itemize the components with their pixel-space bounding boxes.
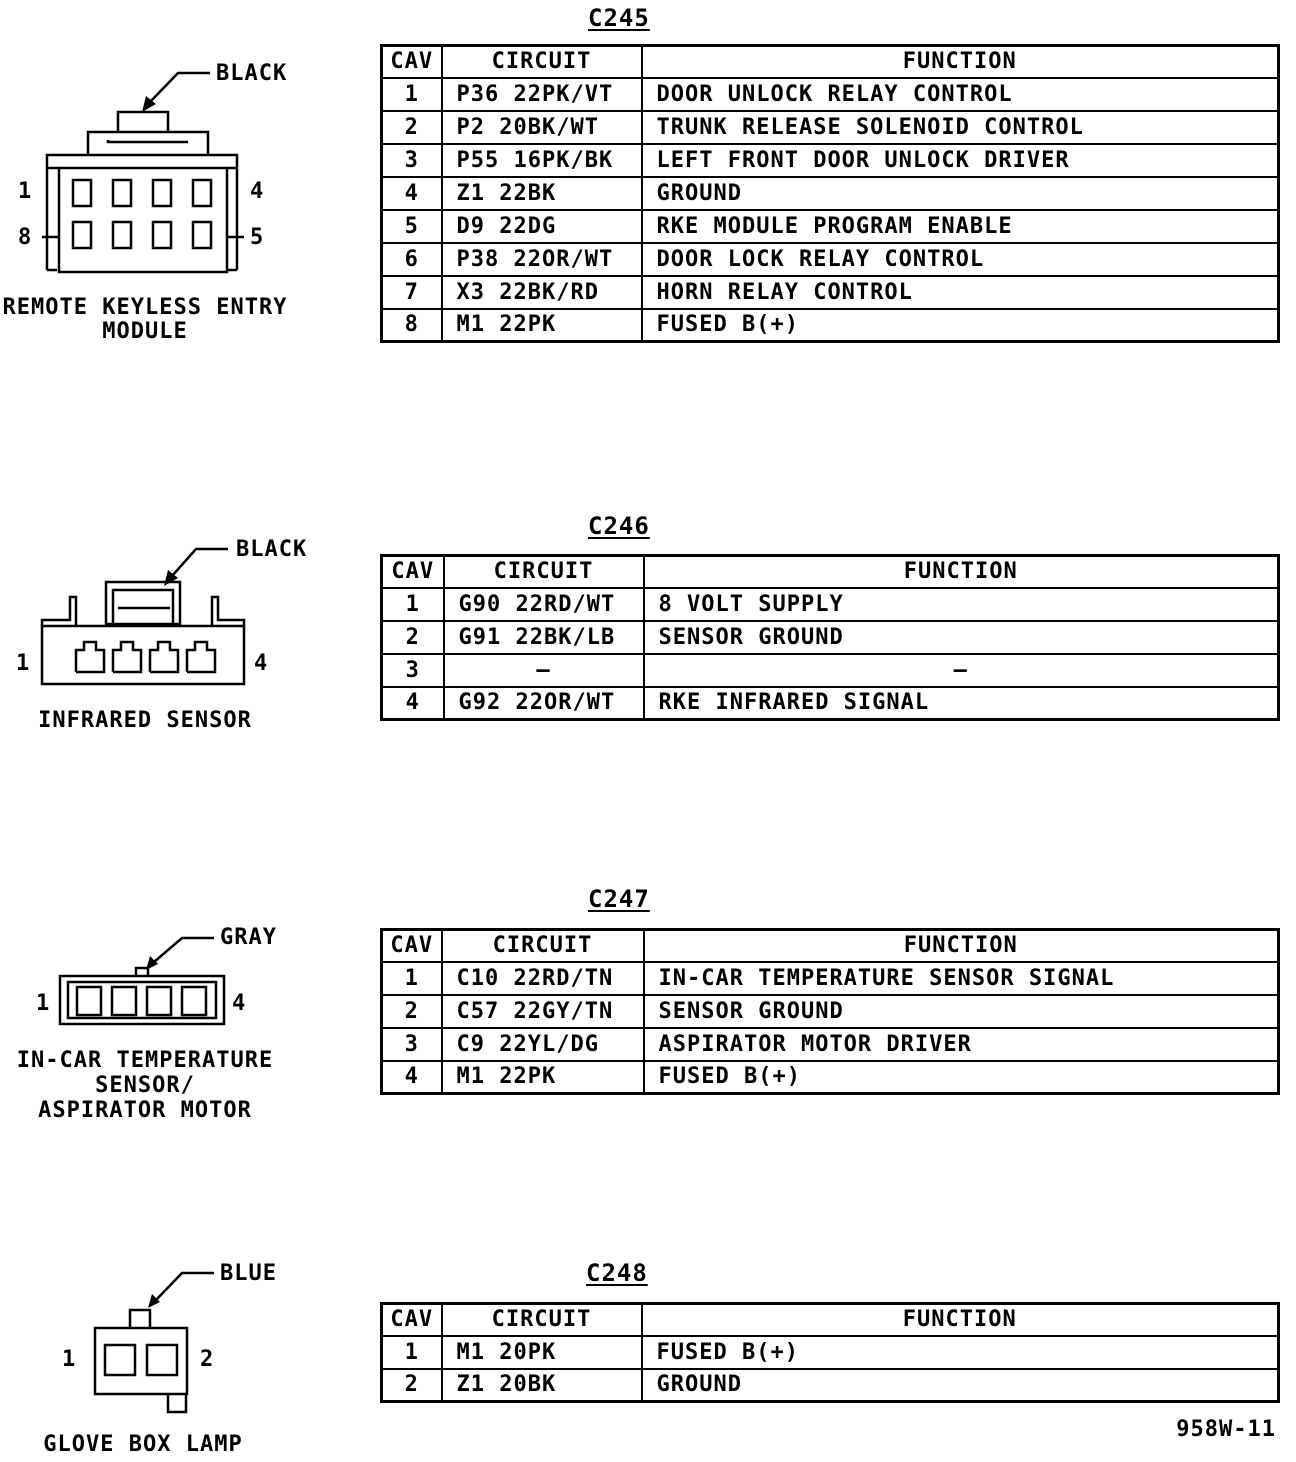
function-cell: DOOR LOCK RELAY CONTROL xyxy=(642,243,1279,276)
cav-cell: 1 xyxy=(382,962,442,995)
c247-component-line-1: IN-CAR TEMPERATURE xyxy=(16,1048,274,1073)
circuit-cell: Z1 22BK xyxy=(442,177,642,210)
circuit-header: CIRCUIT xyxy=(442,46,642,78)
c248-pin-label-2: 2 xyxy=(200,1347,215,1372)
c248-cavities xyxy=(105,1345,177,1375)
table-row xyxy=(382,210,1279,243)
c248-color-label: BLUE xyxy=(220,1261,277,1286)
c245-component-name xyxy=(0,296,290,344)
c245-color-label: BLACK xyxy=(216,61,288,86)
table-row xyxy=(382,621,1279,654)
circuit-cell: – xyxy=(444,654,644,687)
c245-leader-arrow xyxy=(142,73,210,112)
cav-cell: 2 xyxy=(382,621,444,654)
circuit-cell: P2 20BK/WT xyxy=(442,111,642,144)
c247-component-line-2: SENSOR/ xyxy=(95,1073,195,1098)
cav-cell: 3 xyxy=(382,654,444,687)
cav-cell: 6 xyxy=(382,243,442,276)
circuit-cell: P38 22OR/WT xyxy=(442,243,642,276)
circuit-cell: C57 22GY/TN xyxy=(442,995,644,1028)
c246-component-name xyxy=(0,709,290,733)
function-cell: ASPIRATOR MOTOR DRIVER xyxy=(644,1028,1279,1061)
cav-cell: 3 xyxy=(382,1028,442,1061)
c248-leader-arrow xyxy=(148,1273,214,1308)
table-row xyxy=(382,144,1279,177)
cav-cell: 2 xyxy=(382,111,442,144)
cav-cell: 4 xyxy=(382,177,442,210)
table-row xyxy=(382,309,1279,342)
cav-cell: 1 xyxy=(382,78,442,111)
c245-pin-label-1: 1 xyxy=(18,179,33,204)
cav-header: CAV xyxy=(382,556,444,588)
function-cell: GROUND xyxy=(642,177,1279,210)
c247-pin-label-4: 4 xyxy=(232,991,247,1016)
c247-pin-table xyxy=(380,928,1280,1095)
table-row xyxy=(382,276,1279,309)
cav-header: CAV xyxy=(382,46,442,78)
table-row xyxy=(382,1369,1279,1402)
c246-color-label: BLACK xyxy=(236,537,308,562)
table-header-row xyxy=(382,1304,1279,1336)
cav-cell: 5 xyxy=(382,210,442,243)
cav-cell: 2 xyxy=(382,1369,442,1402)
circuit-cell: G90 22RD/WT xyxy=(444,588,644,621)
c248-connector-body xyxy=(95,1310,187,1412)
table-row xyxy=(382,243,1279,276)
function-cell: RKE MODULE PROGRAM ENABLE xyxy=(642,210,1279,243)
function-cell: TRUNK RELEASE SOLENOID CONTROL xyxy=(642,111,1279,144)
cav-header: CAV xyxy=(382,930,442,962)
circuit-cell: D9 22DG xyxy=(442,210,642,243)
cav-cell: 7 xyxy=(382,276,442,309)
table-header-row xyxy=(382,930,1279,962)
c247-component-line-3: ASPIRATOR MOTOR xyxy=(38,1098,252,1123)
table-row xyxy=(382,687,1279,720)
function-cell: SENSOR GROUND xyxy=(644,621,1279,654)
cav-cell: 2 xyxy=(382,995,442,1028)
table-row xyxy=(382,1028,1279,1061)
c248-pin-label-1: 1 xyxy=(62,1347,77,1372)
c248-component-name xyxy=(0,1433,286,1457)
c247-component-name xyxy=(0,1048,290,1123)
circuit-cell: C10 22RD/TN xyxy=(442,962,644,995)
function-cell: FUSED B(+) xyxy=(642,309,1279,342)
function-cell: SENSOR GROUND xyxy=(644,995,1279,1028)
circuit-cell: P36 22PK/VT xyxy=(442,78,642,111)
table-row xyxy=(382,111,1279,144)
function-cell: FUSED B(+) xyxy=(642,1336,1279,1369)
table-row xyxy=(382,78,1279,111)
c245-pin-label-4: 4 xyxy=(250,179,265,204)
function-cell: DOOR UNLOCK RELAY CONTROL xyxy=(642,78,1279,111)
function-cell: IN-CAR TEMPERATURE SENSOR SIGNAL xyxy=(644,962,1279,995)
c246-connector-body xyxy=(42,582,244,684)
table-row xyxy=(382,1061,1279,1094)
function-cell: HORN RELAY CONTROL xyxy=(642,276,1279,309)
table-row xyxy=(382,962,1279,995)
c247-leader-arrow xyxy=(146,938,214,970)
table-row xyxy=(382,177,1279,210)
c247-title: C247 xyxy=(588,885,650,913)
circuit-cell: G91 22BK/LB xyxy=(444,621,644,654)
c245-pin-table xyxy=(380,44,1280,343)
c246-cavities xyxy=(76,642,215,672)
function-header: FUNCTION xyxy=(644,556,1279,588)
circuit-header: CIRCUIT xyxy=(442,1304,642,1336)
c245-cavities xyxy=(42,180,244,248)
circuit-header: CIRCUIT xyxy=(444,556,644,588)
table-header-row xyxy=(382,46,1279,78)
cav-cell: 8 xyxy=(382,309,442,342)
function-cell: RKE INFRARED SIGNAL xyxy=(644,687,1279,720)
c247-cavities xyxy=(77,987,206,1015)
c248-component-line-1: GLOVE BOX LAMP xyxy=(43,1432,243,1457)
table-row xyxy=(382,1336,1279,1369)
c246-title: C246 xyxy=(588,512,650,540)
c246-component-line-1: INFRARED SENSOR xyxy=(38,708,252,733)
c245-component-line-2: MODULE xyxy=(102,319,188,344)
table-header-row xyxy=(382,556,1279,588)
function-cell: – xyxy=(644,654,1279,687)
circuit-cell: C9 22YL/DG xyxy=(442,1028,644,1061)
cav-cell: 4 xyxy=(382,1061,442,1094)
circuit-cell: M1 22PK xyxy=(442,309,642,342)
circuit-cell: X3 22BK/RD xyxy=(442,276,642,309)
figure-reference: 958W-11 xyxy=(1176,1417,1276,1442)
cav-cell: 4 xyxy=(382,687,444,720)
function-cell: LEFT FRONT DOOR UNLOCK DRIVER xyxy=(642,144,1279,177)
cav-cell: 3 xyxy=(382,144,442,177)
circuit-cell: M1 20PK xyxy=(442,1336,642,1369)
c247-pin-label-1: 1 xyxy=(36,991,51,1016)
table-row xyxy=(382,654,1279,687)
function-header: FUNCTION xyxy=(644,930,1279,962)
c246-pin-label-1: 1 xyxy=(16,651,31,676)
c246-leader-arrow xyxy=(164,549,228,586)
cav-cell: 1 xyxy=(382,1336,442,1369)
function-cell: FUSED B(+) xyxy=(644,1061,1279,1094)
c247-color-label: GRAY xyxy=(220,925,277,950)
function-header: FUNCTION xyxy=(642,46,1279,78)
circuit-cell: Z1 20BK xyxy=(442,1369,642,1402)
c246-pin-label-4: 4 xyxy=(254,651,269,676)
c247-connector-diagram xyxy=(0,900,300,1040)
function-header: FUNCTION xyxy=(642,1304,1279,1336)
circuit-cell: P55 16PK/BK xyxy=(442,144,642,177)
circuit-header: CIRCUIT xyxy=(442,930,644,962)
cav-cell: 1 xyxy=(382,588,444,621)
c245-pin-label-5: 5 xyxy=(250,225,265,250)
cav-header: CAV xyxy=(382,1304,442,1336)
table-row xyxy=(382,588,1279,621)
c245-title: C245 xyxy=(588,4,650,32)
c245-component-line-1: REMOTE KEYLESS ENTRY xyxy=(2,295,288,320)
c246-pin-table xyxy=(380,554,1280,721)
c248-title: C248 xyxy=(586,1259,648,1287)
table-row xyxy=(382,995,1279,1028)
circuit-cell: G92 22OR/WT xyxy=(444,687,644,720)
c245-pin-label-8: 8 xyxy=(18,225,33,250)
function-cell: 8 VOLT SUPPLY xyxy=(644,588,1279,621)
function-cell: GROUND xyxy=(642,1369,1279,1402)
c248-pin-table xyxy=(380,1302,1280,1403)
circuit-cell: M1 22PK xyxy=(442,1061,644,1094)
